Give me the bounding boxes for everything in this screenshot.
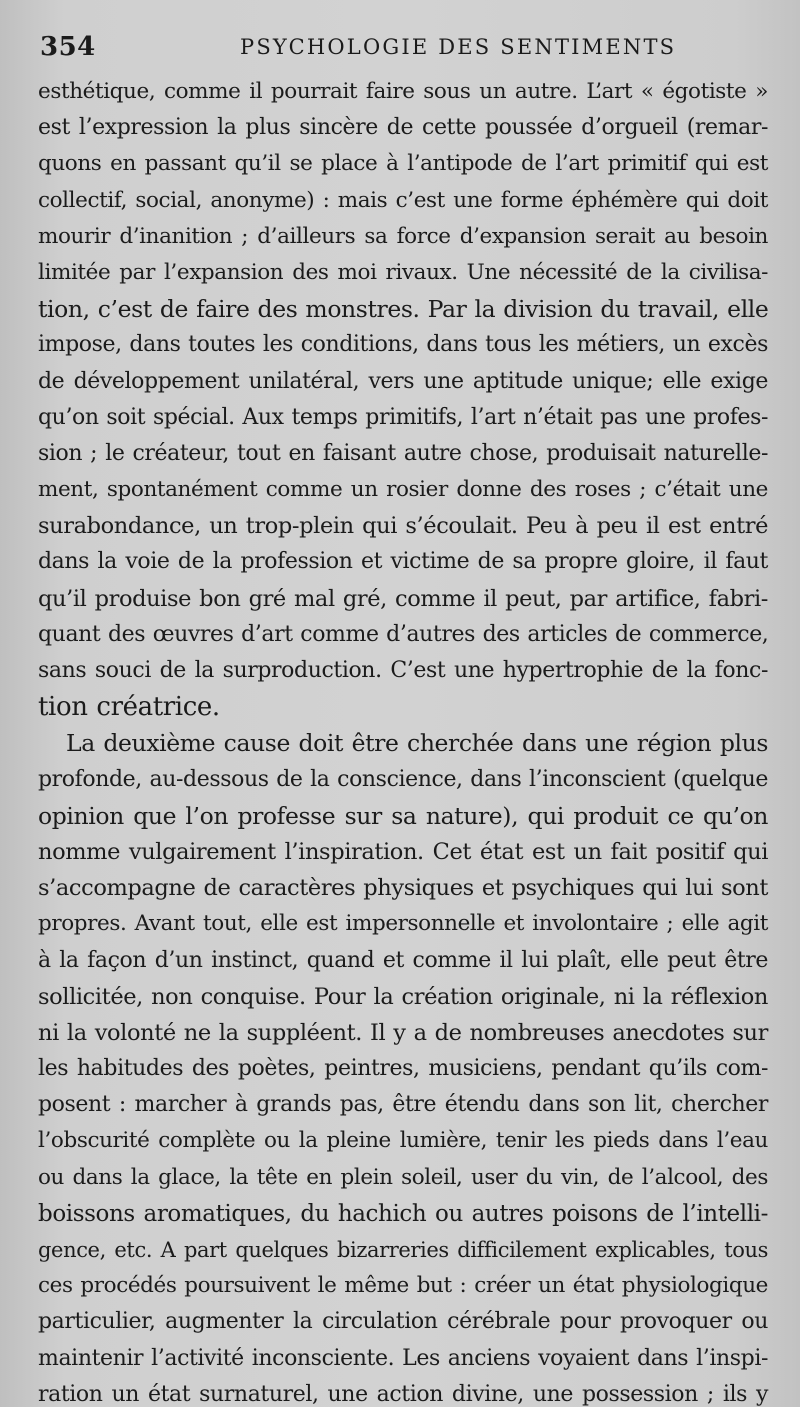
text-line: tion, c’est de faire des monstres. Par la division du travail, elle — [38, 295, 769, 324]
text-line: dans la voie de la profession et victime de sa propre gloire, il faut — [38, 549, 768, 575]
body-text — [38, 74, 768, 1407]
text-line: gence, etc. A part quelques bizarreries difficilement explicables, tous — [38, 1238, 768, 1262]
text-line: à la façon d’un instinct, quand et comme il lui plaît, elle peut être — [38, 947, 768, 973]
text-line: ou dans la glace, la tête en plein soleil, user du vin, de l’alcool, des — [38, 1164, 768, 1190]
text-line: limitée par l’expansion des moi rivaux. Une nécessité de la civilisa- — [38, 259, 768, 285]
text-line: boissons aromatiques, du hachich ou autres poisons de l’intelli- — [38, 1200, 768, 1227]
text-line: sans souci de la surproduction. C’est une hypertrophie de la fonc- — [38, 658, 768, 683]
text-line: particulier, augmenter la circulation cérébrale pour provoquer ou — [38, 1309, 768, 1335]
text-line: impose, dans toutes les conditions, dans tous les métiers, un excès — [38, 332, 768, 358]
page-header — [40, 32, 770, 72]
text-line: de développement unilatéral, vers une aptitude unique; elle exige — [38, 368, 768, 394]
text-line: propres. Avant tout, elle est impersonnelle et involontaire ; elle agit — [38, 911, 768, 937]
text-line: s’accompagne de caractères physiques et psychiques qui lui sont — [38, 875, 768, 902]
paragraph-2 — [38, 725, 768, 1407]
text-line: nomme vulgairement l’inspiration. Cet état est un fait positif qui — [38, 838, 768, 865]
page-number: 354 — [40, 32, 96, 62]
paragraph-1 — [38, 74, 768, 725]
text-line: qu’il produise bon gré mal gré, comme il peut, par artifice, fabri- — [38, 585, 768, 612]
text-line: esthétique, comme il pourrait faire sous un autre. L’art « égotiste » — [38, 79, 768, 104]
text-line: surabondance, un trop-plein qui s’écoulait. Peu à peu il est entré — [38, 513, 768, 540]
text-line: sollicitée, non conquise. Pour la création originale, ni la réflexion — [38, 983, 768, 1010]
text-line: est l’expression la plus sincère de cette poussée d’orgueil (remar- — [38, 115, 768, 141]
text-line: ment, spontanément comme un rosier donne des roses ; c’était une — [38, 477, 768, 503]
text-line: tion créatrice. — [38, 692, 220, 723]
text-line: l’obscurité complète ou la pleine lumière, tenir les pieds dans l’eau — [38, 1128, 768, 1154]
text-line: La deuxième cause doit être cherchée dans une région plus — [66, 729, 768, 758]
text-line: maintenir l’activité inconsciente. Les anciens voyaient dans l’inspi- — [38, 1345, 768, 1371]
text-line: opinion que l’on professe sur sa nature), qui produit ce qu’on — [38, 801, 768, 830]
text-line: posent : marcher à grands pas, être étendu dans son lit, chercher — [38, 1092, 768, 1118]
text-line: les habitudes des poètes, peintres, musiciens, pendant qu’ils com- — [38, 1056, 768, 1082]
running-head: PSYCHOLOGIE DES SENTIMENTS — [240, 35, 677, 59]
text-line: collectif, social, anonyme) : mais c’est une forme éphémère qui doit — [38, 187, 768, 213]
text-line: mourir d’inanition ; d’ailleurs sa force d’expansion serait au besoin — [38, 223, 768, 249]
text-line: sion ; le créateur, tout en faisant autre chose, produisait naturelle- — [38, 440, 768, 466]
text-line: ration un état surnaturel, une action divine, une possession ; ils y — [38, 1381, 768, 1407]
text-line: profonde, au-dessous de la conscience, dans l’inconscient (quelque — [38, 766, 768, 792]
text-line: qu’on soit spécial. Aux temps primitifs, l’art n’était pas une profes- — [38, 404, 768, 430]
text-line: quons en passant qu’il se place à l’antipode de l’art primitif qui est — [38, 151, 768, 177]
text-line: ni la volonté ne la suppléent. Il y a de nombreuses anecdotes sur — [38, 1019, 768, 1046]
text-line: ces procédés poursuivent le même but : créer un état physiologique — [38, 1273, 768, 1299]
text-line: quant des œuvres d’art comme d’autres des articles de commerce, — [38, 621, 769, 647]
